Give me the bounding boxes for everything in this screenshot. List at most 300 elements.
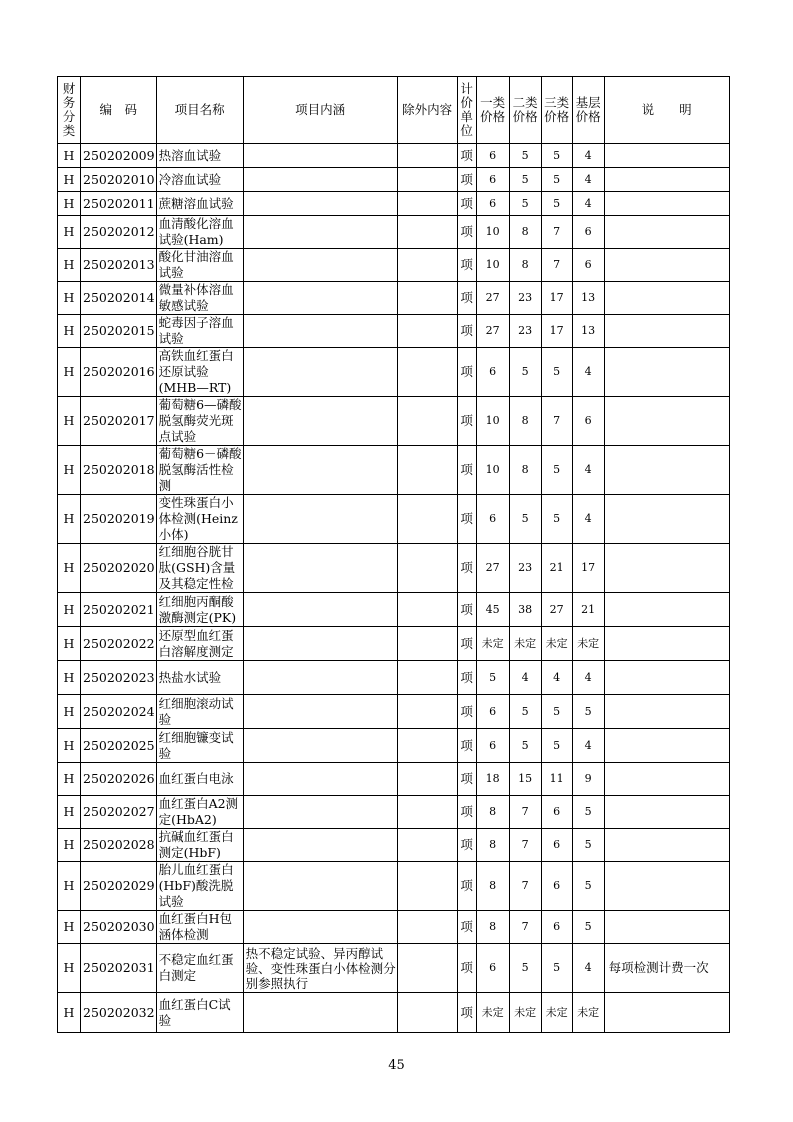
note-cell — [604, 593, 729, 627]
table-row — [58, 911, 730, 944]
category-cell: H — [58, 144, 81, 168]
code-cell: 250202013 — [81, 249, 157, 282]
price-3-cell: 5 — [541, 168, 572, 192]
price-1-cell: 27 — [476, 282, 509, 315]
price-2-cell: 5 — [509, 192, 541, 216]
code-cell: 250202011 — [81, 192, 157, 216]
price-basic-cell: 6 — [572, 397, 604, 446]
price-3-cell: 17 — [541, 282, 572, 315]
excluded-cell — [397, 446, 457, 495]
excluded-cell — [397, 168, 457, 192]
price-2-cell: 4 — [509, 661, 541, 695]
unit-cell: 项 — [457, 695, 476, 729]
category-cell: H — [58, 796, 81, 829]
price-2-cell: 7 — [509, 796, 541, 829]
content-cell — [243, 495, 397, 544]
price-3-cell: 6 — [541, 862, 572, 911]
note-cell — [604, 249, 729, 282]
table-row — [58, 627, 730, 661]
table-row — [58, 168, 730, 192]
price-3-cell: 7 — [541, 397, 572, 446]
excluded-cell — [397, 661, 457, 695]
name-cell: 热盐水试验 — [156, 661, 243, 695]
unit-cell: 项 — [457, 249, 476, 282]
price-2-cell: 23 — [509, 282, 541, 315]
name-cell: 抗碱血红蛋白测定(HbF) — [156, 829, 243, 862]
excluded-cell — [397, 729, 457, 763]
unit-cell: 项 — [457, 168, 476, 192]
category-cell: H — [58, 249, 81, 282]
note-cell — [604, 862, 729, 911]
price-1-cell: 6 — [476, 495, 509, 544]
note-cell — [604, 495, 729, 544]
excluded-cell — [397, 829, 457, 862]
category-cell: H — [58, 829, 81, 862]
unit-cell: 项 — [457, 911, 476, 944]
code-cell: 250202024 — [81, 695, 157, 729]
price-1-cell: 6 — [476, 729, 509, 763]
price-2-cell: 5 — [509, 944, 541, 993]
category-cell: H — [58, 495, 81, 544]
table-row — [58, 661, 730, 695]
price-1-cell: 10 — [476, 216, 509, 249]
header-excluded: 除外内容 — [397, 77, 457, 144]
price-2-cell: 8 — [509, 397, 541, 446]
note-cell — [604, 829, 729, 862]
table-row — [58, 397, 730, 446]
unit-cell: 项 — [457, 315, 476, 348]
name-cell: 葡萄糖6—磷酸脱氢酶荧光斑点试验 — [156, 397, 243, 446]
category-cell: H — [58, 282, 81, 315]
header-code: 编 码 — [81, 77, 157, 144]
table-row — [58, 282, 730, 315]
code-cell: 250202025 — [81, 729, 157, 763]
code-cell: 250202018 — [81, 446, 157, 495]
price-3-cell: 5 — [541, 944, 572, 993]
price-1-cell: 未定 — [476, 627, 509, 661]
content-cell — [243, 144, 397, 168]
unit-cell: 项 — [457, 796, 476, 829]
price-1-cell: 8 — [476, 796, 509, 829]
table-row — [58, 593, 730, 627]
price-1-cell: 8 — [476, 829, 509, 862]
content-cell — [243, 993, 397, 1033]
code-cell: 250202010 — [81, 168, 157, 192]
category-cell: H — [58, 911, 81, 944]
excluded-cell — [397, 862, 457, 911]
name-cell: 蔗糖溶血试验 — [156, 192, 243, 216]
price-2-cell: 5 — [509, 168, 541, 192]
name-cell: 不稳定血红蛋白测定 — [156, 944, 243, 993]
name-cell: 蛇毒因子溶血试验 — [156, 315, 243, 348]
note-cell — [604, 544, 729, 593]
price-3-cell: 6 — [541, 829, 572, 862]
price-3-cell: 21 — [541, 544, 572, 593]
content-cell — [243, 544, 397, 593]
content-cell — [243, 661, 397, 695]
price-3-cell: 5 — [541, 495, 572, 544]
name-cell: 血红蛋白A2测定(HbA2) — [156, 796, 243, 829]
price-basic-cell: 13 — [572, 315, 604, 348]
note-cell — [604, 144, 729, 168]
name-cell: 葡萄糖6－磷酸脱氢酶活性检测 — [156, 446, 243, 495]
unit-cell: 项 — [457, 495, 476, 544]
price-1-cell: 6 — [476, 192, 509, 216]
category-cell: H — [58, 661, 81, 695]
unit-cell: 项 — [457, 627, 476, 661]
table-row — [58, 944, 730, 993]
price-2-cell: 8 — [509, 249, 541, 282]
note-cell — [604, 397, 729, 446]
price-2-cell: 未定 — [509, 993, 541, 1033]
price-1-cell: 27 — [476, 315, 509, 348]
code-cell: 250202014 — [81, 282, 157, 315]
note-cell — [604, 695, 729, 729]
price-3-cell: 5 — [541, 348, 572, 397]
table-row — [58, 993, 730, 1033]
note-cell: 每项检测计费一次 — [604, 944, 729, 993]
table-row — [58, 544, 730, 593]
excluded-cell — [397, 944, 457, 993]
name-cell: 红细胞谷胱甘肽(GSH)含量及其稳定性检 — [156, 544, 243, 593]
unit-cell: 项 — [457, 944, 476, 993]
content-cell — [243, 216, 397, 249]
excluded-cell — [397, 192, 457, 216]
price-basic-cell: 17 — [572, 544, 604, 593]
code-cell: 250202026 — [81, 763, 157, 796]
price-3-cell: 未定 — [541, 993, 572, 1033]
unit-cell: 项 — [457, 446, 476, 495]
price-basic-cell: 5 — [572, 695, 604, 729]
content-cell — [243, 695, 397, 729]
price-1-cell: 8 — [476, 911, 509, 944]
content-cell — [243, 593, 397, 627]
price-basic-cell: 21 — [572, 593, 604, 627]
table-row — [58, 695, 730, 729]
code-cell: 250202017 — [81, 397, 157, 446]
note-cell — [604, 763, 729, 796]
code-cell: 250202022 — [81, 627, 157, 661]
name-cell: 胎儿血红蛋白(HbF)酸洗脱试验 — [156, 862, 243, 911]
category-cell: H — [58, 397, 81, 446]
category-cell: H — [58, 627, 81, 661]
content-cell — [243, 348, 397, 397]
name-cell: 红细胞丙酮酸激酶测定(PK) — [156, 593, 243, 627]
price-basic-cell: 6 — [572, 216, 604, 249]
price-2-cell: 15 — [509, 763, 541, 796]
code-cell: 250202012 — [81, 216, 157, 249]
table-row — [58, 495, 730, 544]
price-1-cell: 6 — [476, 944, 509, 993]
price-2-cell: 5 — [509, 495, 541, 544]
note-cell — [604, 348, 729, 397]
price-3-cell: 5 — [541, 446, 572, 495]
name-cell: 红细胞滚动试验 — [156, 695, 243, 729]
price-basic-cell: 4 — [572, 168, 604, 192]
price-basic-cell: 13 — [572, 282, 604, 315]
price-basic-cell: 4 — [572, 729, 604, 763]
page-number: 45 — [388, 1058, 405, 1073]
price-1-cell: 45 — [476, 593, 509, 627]
unit-cell: 项 — [457, 729, 476, 763]
price-basic-cell: 4 — [572, 348, 604, 397]
category-cell: H — [58, 763, 81, 796]
header-category: 财 务 分 类 — [58, 77, 81, 144]
price-1-cell: 5 — [476, 661, 509, 695]
table-row — [58, 249, 730, 282]
price-basic-cell: 5 — [572, 796, 604, 829]
note-cell — [604, 282, 729, 315]
content-cell — [243, 315, 397, 348]
note-cell — [604, 315, 729, 348]
excluded-cell — [397, 796, 457, 829]
code-cell: 250202016 — [81, 348, 157, 397]
price-1-cell: 6 — [476, 348, 509, 397]
price-2-cell: 7 — [509, 911, 541, 944]
table-row — [58, 192, 730, 216]
category-cell: H — [58, 993, 81, 1033]
price-3-cell: 7 — [541, 249, 572, 282]
name-cell: 变性珠蛋白小体检测(Heinz小体) — [156, 495, 243, 544]
code-cell: 250202019 — [81, 495, 157, 544]
price-basic-cell: 9 — [572, 763, 604, 796]
unit-cell: 项 — [457, 544, 476, 593]
price-3-cell: 6 — [541, 796, 572, 829]
header-price-3: 三类 价格 — [541, 77, 572, 144]
note-cell — [604, 729, 729, 763]
price-basic-cell: 6 — [572, 249, 604, 282]
content-cell — [243, 168, 397, 192]
category-cell: H — [58, 729, 81, 763]
content-cell — [243, 763, 397, 796]
excluded-cell — [397, 993, 457, 1033]
price-3-cell: 5 — [541, 695, 572, 729]
unit-cell: 项 — [457, 144, 476, 168]
category-cell: H — [58, 315, 81, 348]
price-2-cell: 未定 — [509, 627, 541, 661]
excluded-cell — [397, 544, 457, 593]
unit-cell: 项 — [457, 216, 476, 249]
table-row — [58, 315, 730, 348]
unit-cell: 项 — [457, 282, 476, 315]
name-cell: 血红蛋白电泳 — [156, 763, 243, 796]
content-cell — [243, 862, 397, 911]
price-2-cell: 5 — [509, 729, 541, 763]
content-cell — [243, 282, 397, 315]
code-cell: 250202027 — [81, 796, 157, 829]
excluded-cell — [397, 911, 457, 944]
name-cell: 红细胞镰变试验 — [156, 729, 243, 763]
category-cell: H — [58, 192, 81, 216]
content-cell — [243, 192, 397, 216]
name-cell: 还原型血红蛋白溶解度测定 — [156, 627, 243, 661]
note-cell — [604, 993, 729, 1033]
price-2-cell: 38 — [509, 593, 541, 627]
price-2-cell: 8 — [509, 446, 541, 495]
price-1-cell: 6 — [476, 144, 509, 168]
name-cell: 微量补体溶血敏感试验 — [156, 282, 243, 315]
price-3-cell: 27 — [541, 593, 572, 627]
name-cell: 冷溶血试验 — [156, 168, 243, 192]
content-cell — [243, 249, 397, 282]
table-row — [58, 763, 730, 796]
code-cell: 250202020 — [81, 544, 157, 593]
price-basic-cell: 4 — [572, 446, 604, 495]
price-basic-cell: 4 — [572, 144, 604, 168]
price-3-cell: 17 — [541, 315, 572, 348]
content-cell — [243, 729, 397, 763]
price-2-cell: 23 — [509, 544, 541, 593]
category-cell: H — [58, 593, 81, 627]
excluded-cell — [397, 315, 457, 348]
price-2-cell: 5 — [509, 348, 541, 397]
name-cell: 热溶血试验 — [156, 144, 243, 168]
excluded-cell — [397, 495, 457, 544]
price-3-cell: 未定 — [541, 627, 572, 661]
header-note: 说 明 — [604, 77, 729, 144]
price-basic-cell: 未定 — [572, 627, 604, 661]
note-cell — [604, 192, 729, 216]
price-2-cell: 5 — [509, 144, 541, 168]
table-row — [58, 796, 730, 829]
excluded-cell — [397, 144, 457, 168]
code-cell: 250202028 — [81, 829, 157, 862]
content-cell — [243, 446, 397, 495]
price-1-cell: 10 — [476, 249, 509, 282]
category-cell: H — [58, 862, 81, 911]
price-1-cell: 10 — [476, 397, 509, 446]
price-basic-cell: 5 — [572, 829, 604, 862]
price-3-cell: 11 — [541, 763, 572, 796]
price-1-cell: 27 — [476, 544, 509, 593]
table-row — [58, 446, 730, 495]
price-basic-cell: 4 — [572, 192, 604, 216]
price-basic-cell: 5 — [572, 862, 604, 911]
content-cell — [243, 397, 397, 446]
name-cell: 高铁血红蛋白还原试验(MHB—RT) — [156, 348, 243, 397]
excluded-cell — [397, 695, 457, 729]
table-row — [58, 144, 730, 168]
code-cell: 250202021 — [81, 593, 157, 627]
content-cell — [243, 796, 397, 829]
excluded-cell — [397, 627, 457, 661]
content-cell: 热不稳定试验、异丙醇试验、变性珠蛋白小体检测分别参照执行 — [243, 944, 397, 993]
table-row — [58, 216, 730, 249]
price-2-cell: 5 — [509, 695, 541, 729]
unit-cell: 项 — [457, 993, 476, 1033]
unit-cell: 项 — [457, 862, 476, 911]
price-1-cell: 6 — [476, 695, 509, 729]
price-1-cell: 未定 — [476, 993, 509, 1033]
category-cell: H — [58, 446, 81, 495]
table-row — [58, 829, 730, 862]
code-cell: 250202032 — [81, 993, 157, 1033]
price-1-cell: 10 — [476, 446, 509, 495]
header-price-basic: 基层 价格 — [572, 77, 604, 144]
content-cell — [243, 911, 397, 944]
price-3-cell: 7 — [541, 216, 572, 249]
price-2-cell: 7 — [509, 862, 541, 911]
unit-cell: 项 — [457, 397, 476, 446]
note-cell — [604, 796, 729, 829]
excluded-cell — [397, 397, 457, 446]
header-price-1: 一类 价格 — [476, 77, 509, 144]
content-cell — [243, 627, 397, 661]
name-cell: 血红蛋白C试验 — [156, 993, 243, 1033]
note-cell — [604, 627, 729, 661]
excluded-cell — [397, 348, 457, 397]
unit-cell: 项 — [457, 763, 476, 796]
note-cell — [604, 168, 729, 192]
price-1-cell: 18 — [476, 763, 509, 796]
name-cell: 血红蛋白H包涵体检测 — [156, 911, 243, 944]
excluded-cell — [397, 249, 457, 282]
price-3-cell: 5 — [541, 144, 572, 168]
note-cell — [604, 911, 729, 944]
price-basic-cell: 4 — [572, 495, 604, 544]
table-row — [58, 729, 730, 763]
header-price-2: 二类 价格 — [509, 77, 541, 144]
price-3-cell: 5 — [541, 729, 572, 763]
price-2-cell: 8 — [509, 216, 541, 249]
excluded-cell — [397, 216, 457, 249]
price-basic-cell: 未定 — [572, 993, 604, 1033]
category-cell: H — [58, 348, 81, 397]
category-cell: H — [58, 544, 81, 593]
price-basic-cell: 5 — [572, 911, 604, 944]
note-cell — [604, 661, 729, 695]
price-1-cell: 6 — [476, 168, 509, 192]
code-cell: 250202023 — [81, 661, 157, 695]
note-cell — [604, 446, 729, 495]
table-row — [58, 348, 730, 397]
category-cell: H — [58, 695, 81, 729]
code-cell: 250202015 — [81, 315, 157, 348]
name-cell: 酸化甘油溶血试验 — [156, 249, 243, 282]
unit-cell: 项 — [457, 348, 476, 397]
unit-cell: 项 — [457, 593, 476, 627]
code-cell: 250202029 — [81, 862, 157, 911]
price-1-cell: 8 — [476, 862, 509, 911]
unit-cell: 项 — [457, 661, 476, 695]
code-cell: 250202030 — [81, 911, 157, 944]
price-table — [57, 76, 730, 1033]
header-row — [58, 77, 730, 144]
price-2-cell: 7 — [509, 829, 541, 862]
table-row — [58, 862, 730, 911]
header-name: 项目名称 — [156, 77, 243, 144]
code-cell: 250202009 — [81, 144, 157, 168]
code-cell: 250202031 — [81, 944, 157, 993]
price-basic-cell: 4 — [572, 944, 604, 993]
content-cell — [243, 829, 397, 862]
note-cell — [604, 216, 729, 249]
category-cell: H — [58, 168, 81, 192]
price-3-cell: 4 — [541, 661, 572, 695]
category-cell: H — [58, 216, 81, 249]
excluded-cell — [397, 763, 457, 796]
unit-cell: 项 — [457, 829, 476, 862]
excluded-cell — [397, 593, 457, 627]
excluded-cell — [397, 282, 457, 315]
price-3-cell: 6 — [541, 911, 572, 944]
header-content: 项目内涵 — [243, 77, 397, 144]
price-3-cell: 5 — [541, 192, 572, 216]
unit-cell: 项 — [457, 192, 476, 216]
category-cell: H — [58, 944, 81, 993]
price-2-cell: 23 — [509, 315, 541, 348]
name-cell: 血清酸化溶血试验(Ham) — [156, 216, 243, 249]
